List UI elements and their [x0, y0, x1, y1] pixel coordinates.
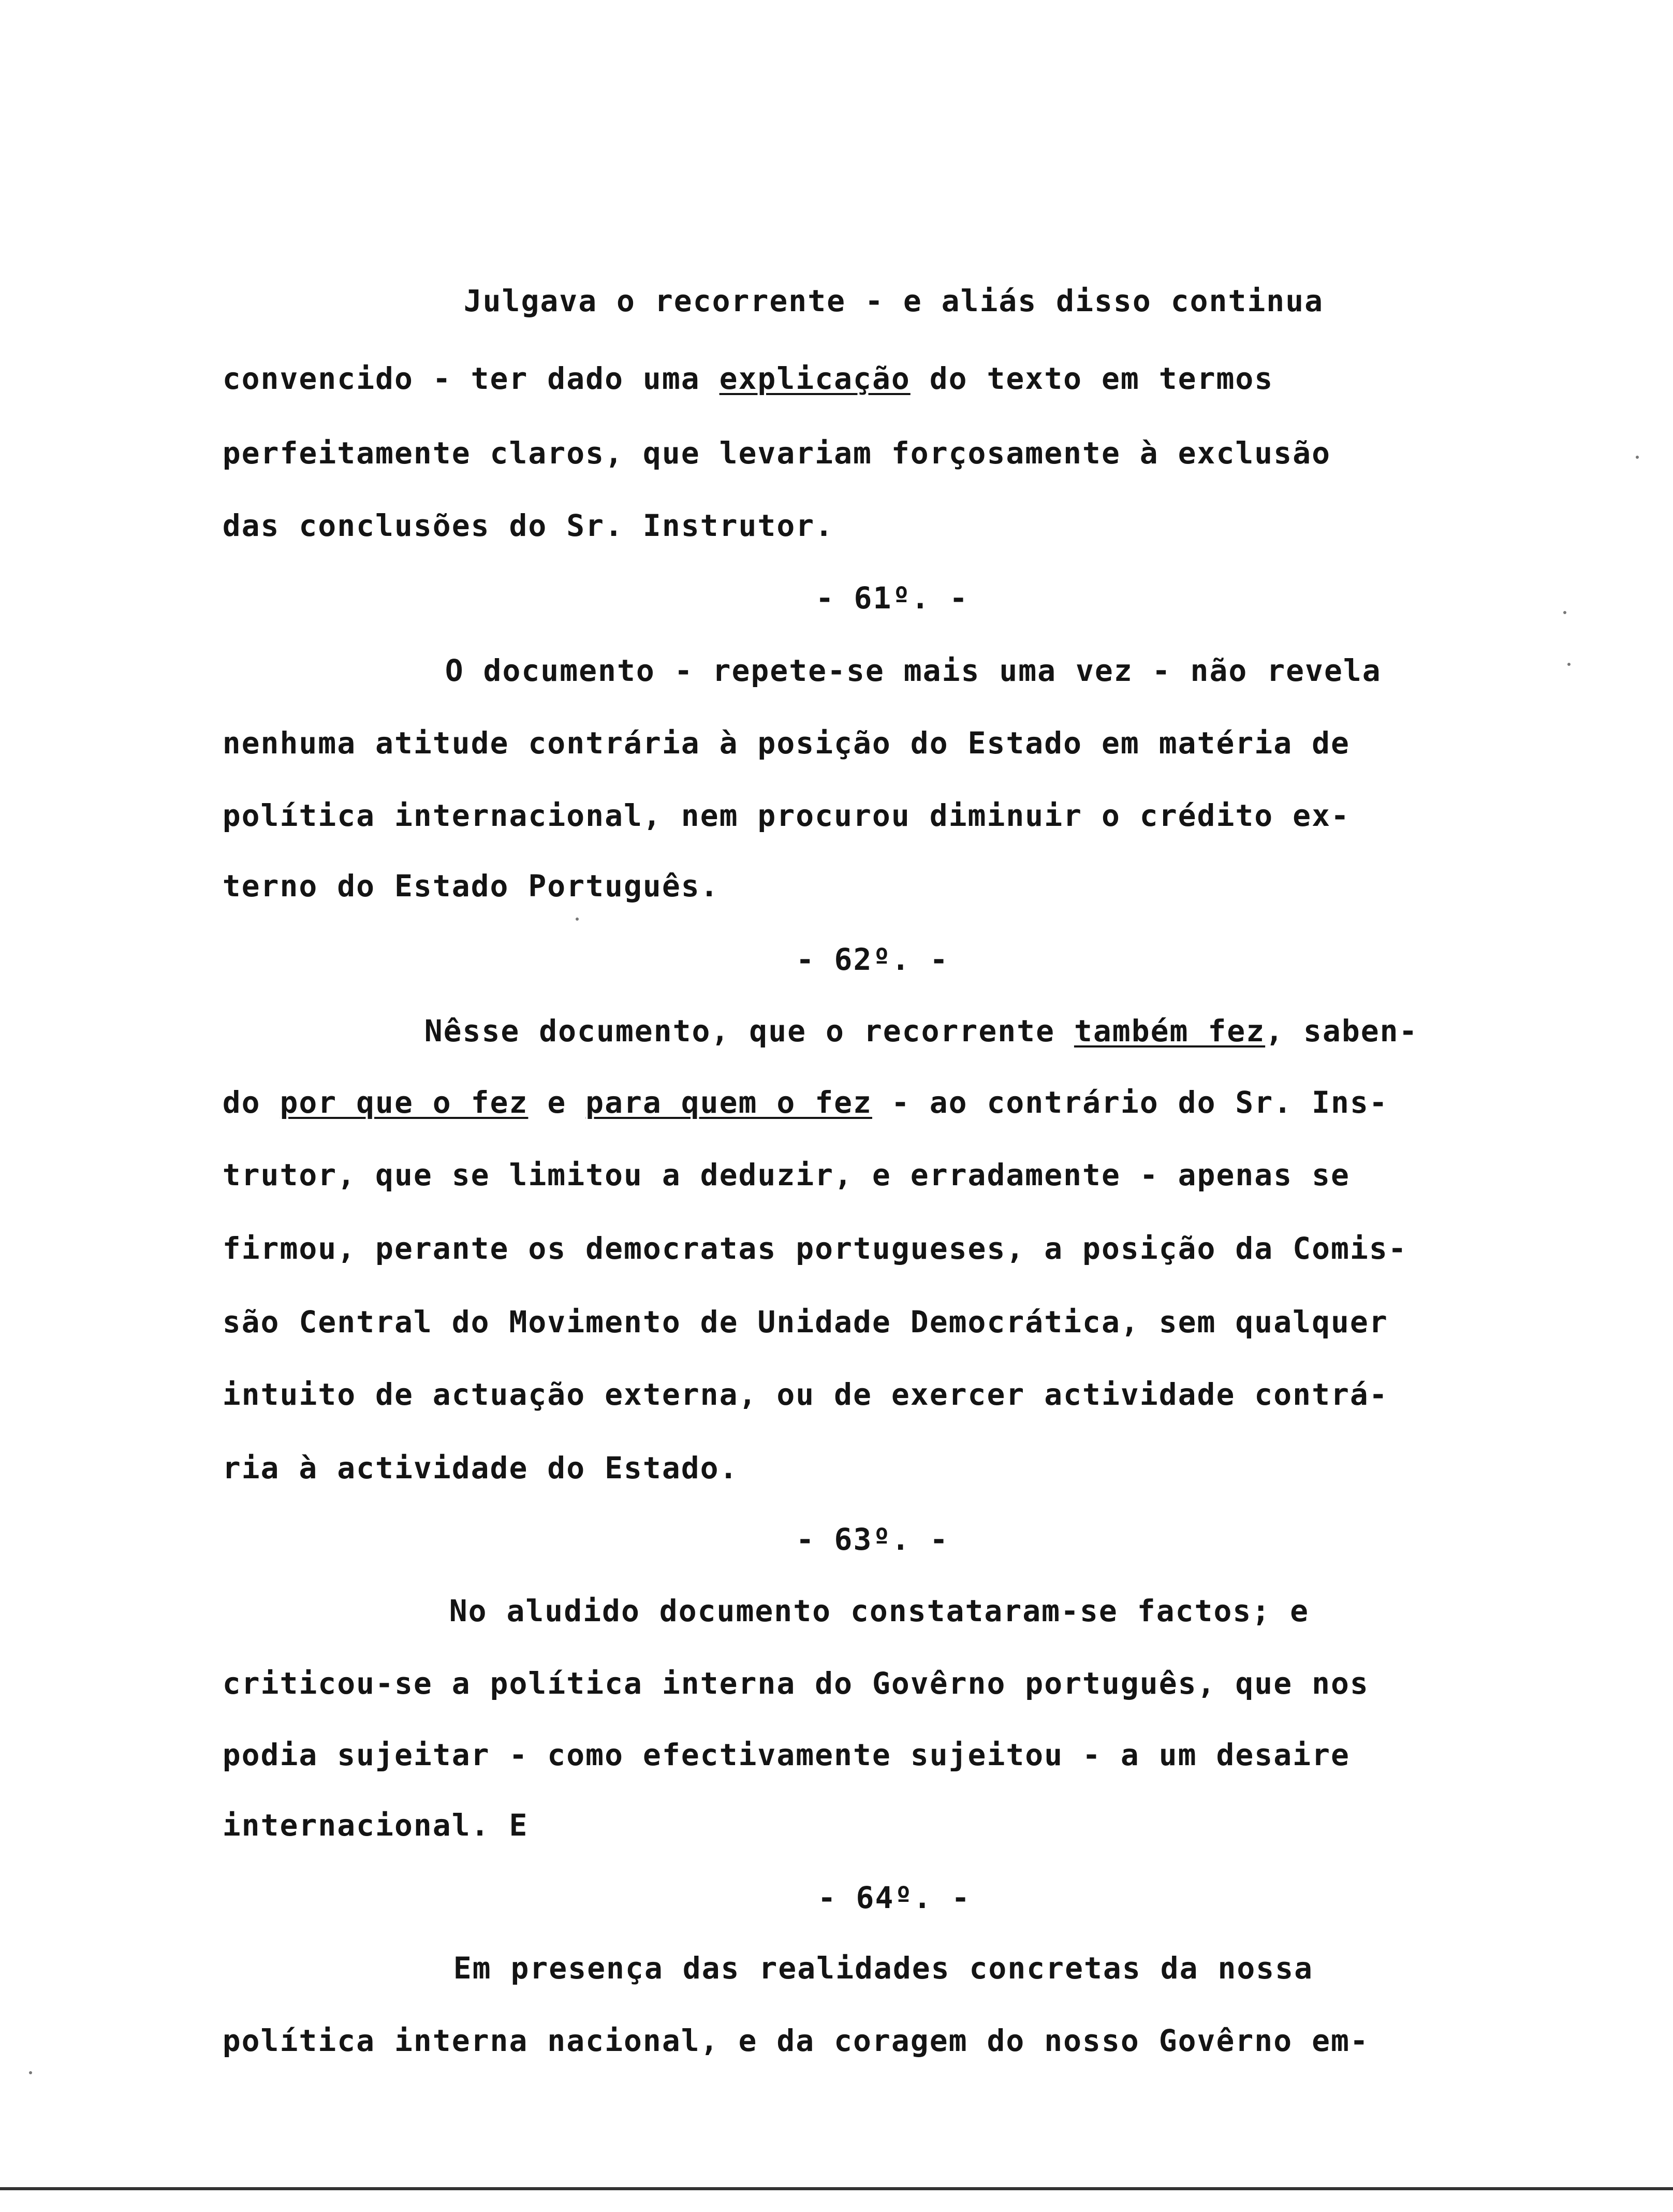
- text-run: - 62º. -: [796, 942, 949, 977]
- text-run: Em presença das realidades concretas da nossa: [453, 1951, 1314, 1986]
- text-run: e: [528, 1085, 586, 1120]
- text-line: [146, 1414, 739, 1522]
- text-run: - ao contrário do Sr. Ins-: [872, 1085, 1388, 1120]
- text-run: do: [222, 1085, 280, 1120]
- text-run: intuito de actuação externa, ou de exercer actividade contrá-: [222, 1377, 1388, 1412]
- text-run: política internacional, nem procurou diminuir o crédito ex-: [222, 798, 1350, 833]
- text-run: , saben-: [1265, 1013, 1418, 1049]
- scan-speck: [1636, 456, 1639, 459]
- text-run: trutor, que se limitou a deduzir, e erradamente - apenas se: [222, 1157, 1350, 1192]
- text-run: perfeitamente claros, que levariam forçosamente à exclusão: [222, 435, 1331, 471]
- scan-speck: [1567, 663, 1571, 666]
- text-run: podia sujeitar - como efectivamente sujeitou - a um desaire: [222, 1737, 1350, 1772]
- text-run: criticou-se a política interna do Govêrno português, que nos: [222, 1666, 1369, 1701]
- text-run: convencido - ter dado uma: [222, 361, 720, 396]
- text-run: internacional. E: [222, 1808, 529, 1843]
- text-line: [146, 832, 720, 940]
- text-run: do texto em termos: [910, 361, 1274, 396]
- scan-speck: [1563, 611, 1566, 614]
- underlined-phrase: também fez: [1074, 1013, 1266, 1049]
- text-line: [146, 1986, 1369, 2095]
- text-run: são Central do Movimento de Unidade Democrática, sem qualquer: [222, 1304, 1388, 1340]
- text-run: - 64º. -: [817, 1880, 971, 1915]
- text-run: - 63º. -: [796, 1522, 949, 1557]
- text-run: - 61º. -: [815, 580, 969, 616]
- text-run: O documento - repete-se mais uma vez - não revela: [445, 653, 1382, 688]
- text-run: No aludido documento constataram-se factos; e: [449, 1593, 1310, 1628]
- text-run: Julgava o recorrente - e aliás disso continua: [463, 283, 1324, 318]
- scan-speck: [29, 2071, 32, 2074]
- underlined-phrase: para quem o fez: [585, 1085, 872, 1120]
- text-run: Nêsse documento, que o recorrente: [424, 1013, 1074, 1049]
- text-run: das conclusões do Sr. Instrutor.: [222, 508, 834, 543]
- underlined-word: explicação: [719, 361, 911, 396]
- text-line: [146, 471, 834, 580]
- text-run: terno do Estado Português.: [222, 868, 720, 904]
- text-run: firmou, perante os democratas portugueses, a posição da Comis-: [222, 1231, 1407, 1266]
- text-run: ria à actividade do Estado.: [222, 1450, 739, 1486]
- underlined-phrase: por que o fez: [280, 1085, 529, 1120]
- text-run: política interna nacional, e da coragem do nosso Govêrno em-: [222, 2023, 1369, 2058]
- text-line: [146, 1771, 528, 1880]
- page-bottom-edge: [0, 2187, 1673, 2190]
- scan-speck: [576, 918, 579, 921]
- text-run: nenhuma atitude contrária à posição do Estado em matéria de: [222, 725, 1350, 761]
